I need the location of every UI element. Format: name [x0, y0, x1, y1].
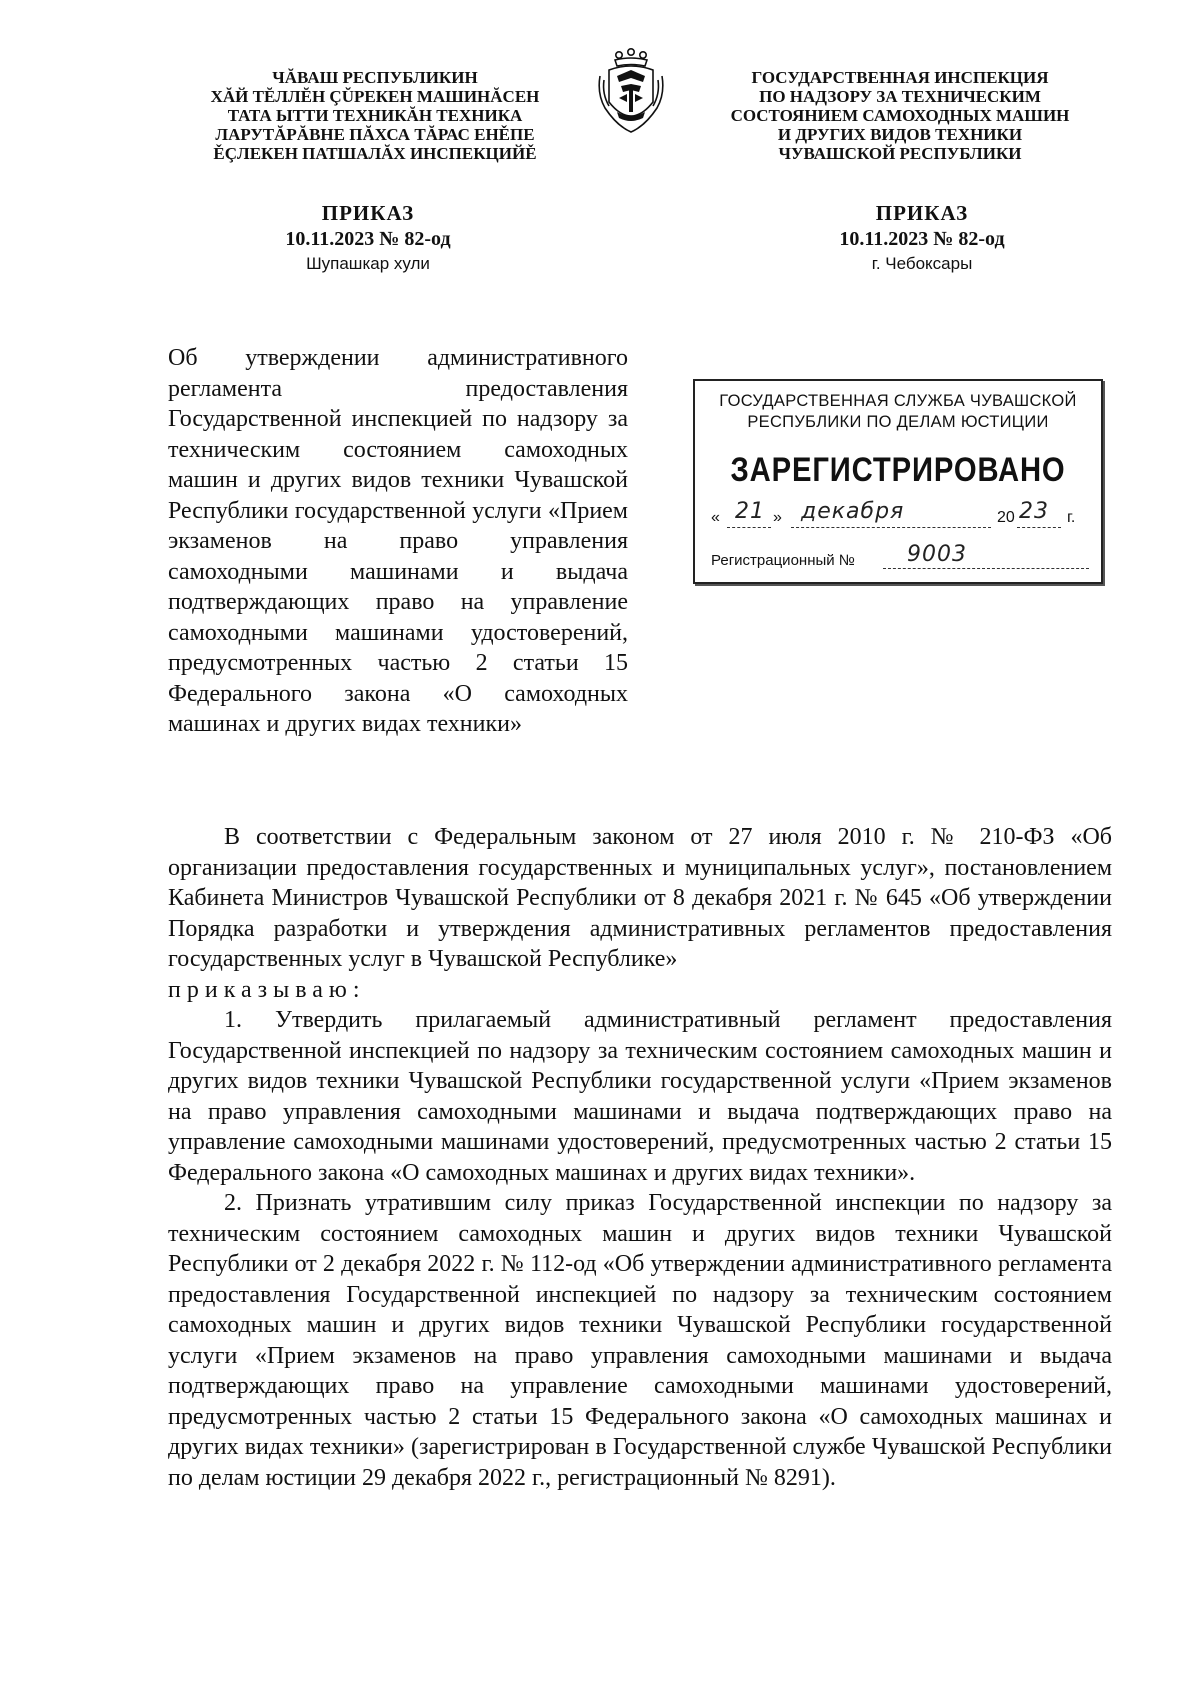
month-underline	[791, 527, 991, 528]
stamp-org-line: ГОСУДАРСТВЕННАЯ СЛУЖБА ЧУВАШСКОЙ	[719, 392, 1077, 410]
header-russian-line: И ДРУГИХ ВИДОВ ТЕХНИКИ	[777, 125, 1023, 144]
quote-close: »	[773, 509, 782, 526]
stamp-year-unit: г.	[1067, 509, 1076, 526]
order-block-russian	[772, 200, 1072, 276]
order-body	[168, 822, 1112, 1493]
stamp-regno-value: 9003	[907, 542, 967, 567]
order-number: 10.11.2023 № 82-од	[839, 228, 1005, 250]
item-1-paragraph: 1. Утвердить прилагаемый административный регламент предоставления Государственной инспекцией по надзору за техническим состоянием самоходных машин и других видов техники Чувашской Республики государственной услуги «Прием экзаменов на право управления самоходными машинами и выдача подтверждающих право на управление самоходными машинами удостоверений, предусмотренных частью 2 статьи 15 Федерального закона «О самоходных машинах и других видах техники».	[168, 1007, 1112, 1186]
preamble-paragraph: В соответствии с Федеральным законом от 27 июля 2010 г. № 210-ФЗ «Об организации предоставления государственных и муниципальных услуг», постановлением Кабинета Министров Чувашской Республики от 8 декабря 2021 г. № 645 «Об утверждении Порядка разработки и утверждения административных регламентов предоставления государственных услуг в Чувашской Республике»	[168, 824, 1112, 972]
header-russian-line: ЧУВАШСКОЙ РЕСПУБЛИКИ	[778, 144, 1022, 163]
header-chuvash-line: ТАТА ЫТТИ ТЕХНИКĂН ТЕХНИКА	[227, 106, 523, 125]
order-title: ПРИКАЗ	[321, 201, 415, 225]
header-russian-line: ГОСУДАРСТВЕННАЯ ИНСПЕКЦИЯ	[751, 68, 1049, 87]
header-russian-line: ПО НАДЗОРУ ЗА ТЕХНИЧЕСКИМ	[759, 87, 1041, 106]
header-chuvash-line: ĚÇЛЕКЕН ПАТШАЛĂХ ИНСПЕКЦИЙĚ	[213, 144, 537, 163]
stamp-regno	[711, 542, 1091, 574]
quote-open: «	[711, 509, 720, 526]
order-city: г. Чебоксары	[871, 254, 973, 273]
stamp-month: декабря	[801, 499, 905, 524]
stamp-year-suffix: 23	[1019, 499, 1049, 524]
stamp-org-line: РЕСПУБЛИКИ ПО ДЕЛАМ ЮСТИЦИИ	[747, 413, 1049, 431]
order-word: приказываю:	[168, 976, 366, 1003]
day-underline	[727, 527, 771, 528]
header-russian-line: СОСТОЯНИЕМ САМОХОДНЫХ МАШИН	[730, 106, 1070, 125]
order-title: ПРИКАЗ	[875, 201, 969, 225]
stamp-registered-label: ЗАРЕГИСТРИРОВАНО	[730, 451, 1066, 489]
order-subject: Об утверждении административного регламента предоставления Государственной инспекцией по надзору за техническим состоянием самоходных машин и других видов техники Чувашской Республики государственной услуги «Прием экзаменов на право управления самоходными машинами и выдача подтверждающих право на управление самоходными машинами удостоверений, предусмотренных частью 2 статьи 15 Федерального закона «О самоходных машинах и других видах техники»	[168, 345, 628, 737]
header-chuvash-line: ЛАРУТĂРĂВНЕ ПĂХСА ТĂРАС ЕНĚПЕ	[215, 125, 535, 144]
year-underline	[1017, 527, 1061, 528]
header-chuvash-line: ЧĂВАШ РЕСПУБЛИКИН	[272, 68, 478, 87]
header-chuvash	[175, 68, 575, 163]
item-2-paragraph: 2. Признать утратившим силу приказ Государственной инспекции по надзору за техническим состоянием самоходных машин и других видов техники Чувашской Республики от 2 декабря 2022 г. № 112-од «Об утверждении административного регламента предоставления Государственной инспекцией по надзору за техническим состоянием самоходных машин и других видов техники Чувашской Республики государственной услуги «Прием экзаменов на право управления самоходными машинами и выдача подтверждающих право на управление самоходными машинами удостоверений, предусмотренных частью 2 статьи 15 Федерального закона «О самоходных машинах и других видах техники» (зарегистрирован в Государственной службе Чувашской Республики по делам юстиции 29 декабря 2022 г., регистрационный № 8291).	[168, 1190, 1112, 1491]
order-city: Шупашкар хули	[306, 254, 430, 273]
regno-underline	[883, 568, 1089, 569]
order-block-chuvash	[218, 200, 518, 276]
coat-of-arms-emblem-icon	[595, 46, 667, 136]
registration-stamp	[693, 379, 1103, 584]
stamp-date	[711, 499, 1091, 533]
header-russian	[720, 68, 1080, 163]
stamp-year-prefix: 20	[997, 509, 1015, 526]
stamp-day: 21	[735, 499, 765, 524]
stamp-regno-label: Регистрационный №	[711, 552, 855, 569]
stamp-organization	[695, 391, 1101, 433]
header-chuvash-line: ХĂЙ ТĔЛЛĔН ÇŬРЕКЕН МАШИНĂСЕН	[210, 87, 540, 106]
order-number: 10.11.2023 № 82-од	[285, 228, 451, 250]
